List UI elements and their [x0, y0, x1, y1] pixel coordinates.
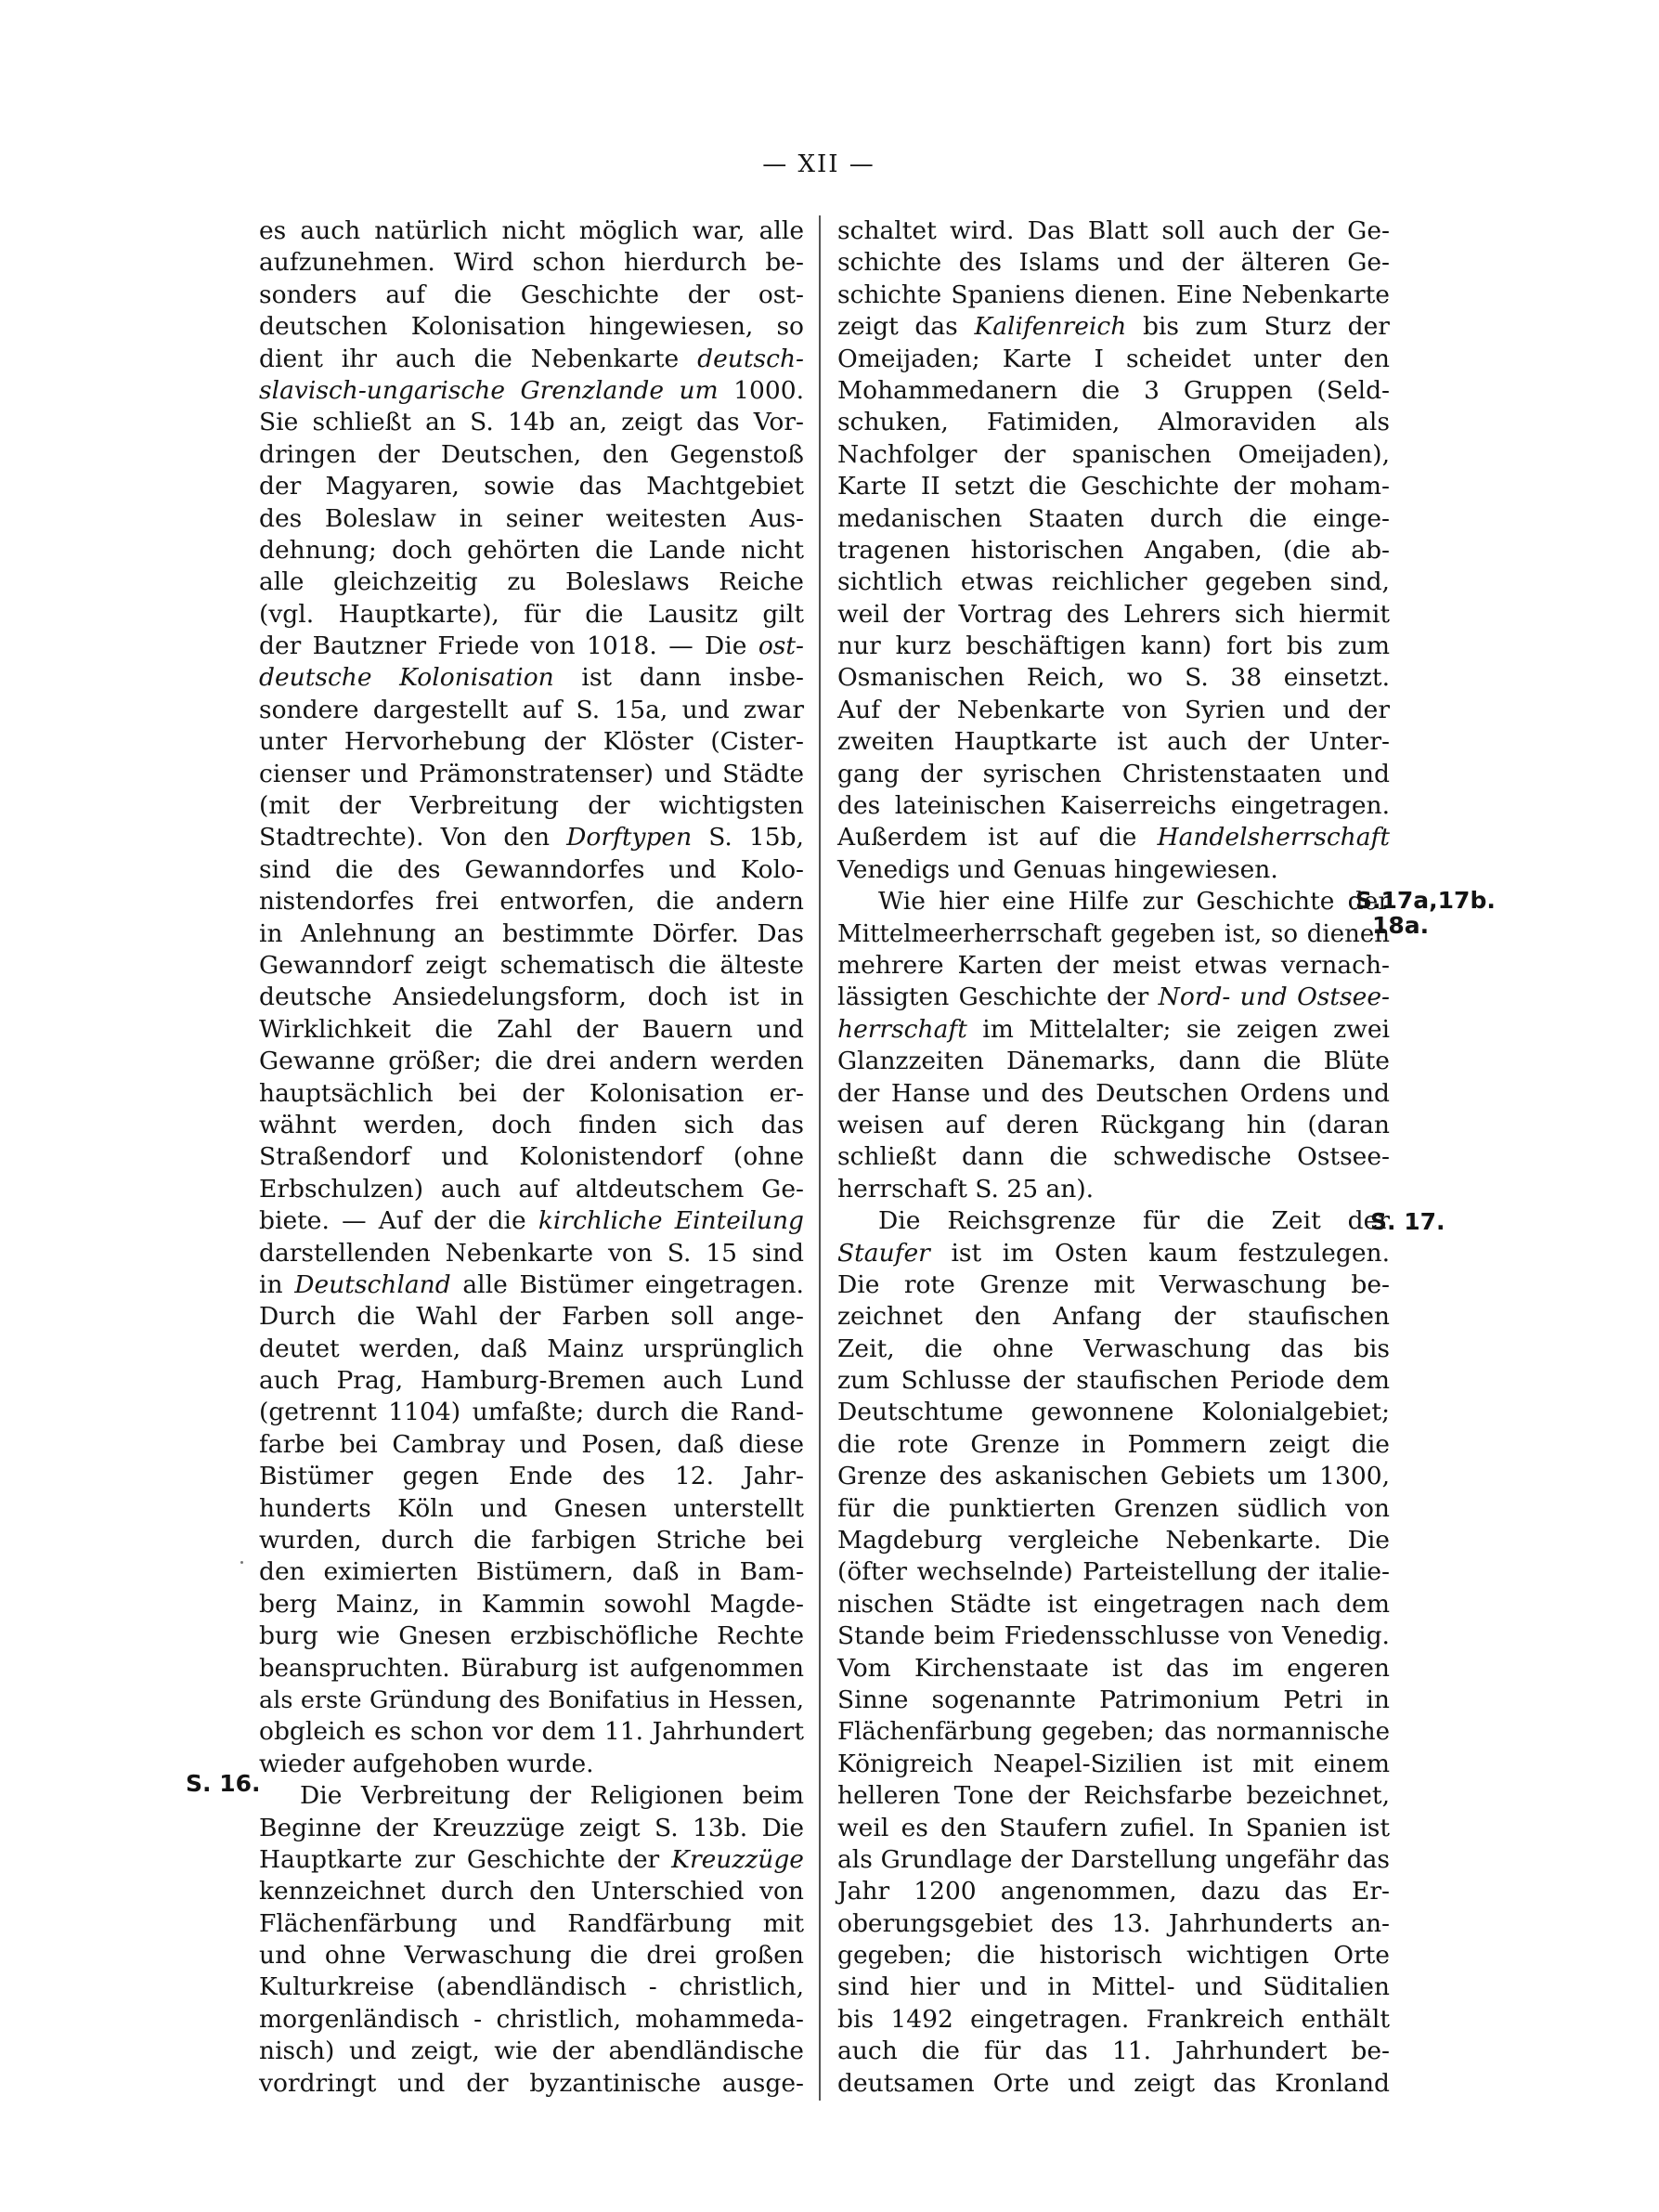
print-speck [240, 1561, 243, 1564]
text-line: unter Hervorhebung der Klöster (Cister- [259, 727, 804, 757]
text-line: und ohne Verwaschung die drei großen [259, 1941, 804, 1971]
text-line: sichtlich etwas reichlicher gegeben sind, [837, 567, 1390, 597]
text-line: Flächenfärbung und Randfärbung mit [259, 1908, 804, 1938]
column-divider [819, 215, 821, 2101]
text-line: Jahr 1200 angenommen, dazu das Er- [837, 1877, 1390, 1906]
text-line: weil der Vortrag des Lehrers sich hiermit [837, 599, 1390, 629]
text-line: herrschaft S. 25 an). [837, 1174, 1095, 1204]
text-line: herrschaft im Mittelalter; sie zeigen zwei [837, 1014, 1390, 1044]
text-line: cienser und Prämonstratenser) und Städte [259, 759, 804, 788]
text-line: deutet werden, daß Mainz ursprünglich [259, 1334, 804, 1363]
text-line: des lateinischen Kaiserreichs eingetragen. [837, 791, 1390, 821]
text-line: Osmanischen Reich, wo S. 38 einsetzt. [837, 663, 1390, 693]
text-line: schaltet wird. Das Blatt soll auch der Ge- [837, 216, 1390, 245]
text-line: Königreich Neapel-Sizilien ist mit einem [837, 1749, 1390, 1778]
text-line: weil es den Staufern zufiel. In Spanien ist [837, 1813, 1390, 1842]
text-line: deutsche Ansiedelungsform, doch ist in [259, 982, 804, 1012]
text-line: Gewanne größer; die drei andern werden [259, 1047, 804, 1076]
text-line: mehrere Karten der meist etwas vernach- [837, 950, 1390, 980]
text-line: zweiten Hauptkarte ist auch der Unter- [837, 727, 1390, 757]
text-line: auch die für das 11. Jahrhundert be- [837, 2036, 1390, 2066]
italic-term: ost- [758, 631, 804, 661]
text-line: wurden, durch die farbigen Striche bei [259, 1526, 804, 1555]
italic-term: Deutschland [294, 1269, 451, 1299]
text-line: Deutschtume gewonnene Kolonialgebiet; [837, 1398, 1390, 1427]
text-line: der Hanse und des Deutschen Ordens und [837, 1078, 1390, 1108]
text-line: Die Reichsgrenze für die Zeit der [878, 1206, 1390, 1236]
text-line: biete. — Auf der die kirchliche Einteilung [259, 1206, 804, 1236]
italic-term: kirchliche Einteilung [538, 1206, 804, 1236]
italic-term: Dorftypen [566, 823, 693, 852]
text-line: Die Verbreitung der Religionen beim [300, 1781, 804, 1811]
text-line: zum Schlusse der staufischen Periode dem [837, 1366, 1390, 1396]
italic-term: deutsch- [697, 344, 804, 373]
text-line: den eximierten Bistümern, daß in Bam- [259, 1557, 804, 1587]
text-line: die rote Grenze in Pommern zeigt die [837, 1429, 1390, 1459]
text-line: Außerdem ist auf die Handelsherrschaft [837, 823, 1390, 852]
text-line: Kulturkreise (abendländisch - christlich, [259, 1972, 804, 2002]
text-line: Straßendorf und Kolonistendorf (ohne [259, 1142, 804, 1172]
italic-term: Kalifenreich [974, 312, 1127, 342]
margin-note-s17: S. 17. [1370, 1208, 1445, 1235]
text-line: Die rote Grenze mit Verwaschung be- [837, 1269, 1390, 1299]
text-line: sind die des Gewanndorfes und Kolo- [259, 854, 804, 884]
text-line: Magdeburg vergleiche Nebenkarte. Die [837, 1526, 1390, 1555]
italic-term: Staufer [837, 1238, 930, 1268]
text-line: Stadtrechte). Von den Dorftypen S. 15b, [259, 823, 804, 852]
italic-term: slavisch-ungarische Grenzlande um [259, 375, 719, 405]
text-line: deutsche Kolonisation ist dann insbe- [259, 663, 804, 693]
text-line: Wie hier eine Hilfe zur Geschichte der [878, 887, 1390, 917]
text-line: Zeit, die ohne Verwaschung das bis [837, 1334, 1390, 1363]
text-line: wähnt werden, doch finden sich das [259, 1110, 804, 1139]
text-line: schuken, Fatimiden, Almoraviden als [837, 408, 1390, 437]
text-line: Nachfolger der spanischen Omeijaden), [837, 439, 1390, 469]
text-line: es auch natürlich nicht möglich war, alle [259, 216, 804, 245]
text-line: Gewanndorf zeigt schematisch die älteste [259, 950, 804, 980]
italic-term: deutsche Kolonisation [259, 663, 554, 693]
text-line: berg Mainz, in Kammin sowohl Magde- [259, 1589, 804, 1619]
text-line: gang der syrischen Christenstaaten und [837, 759, 1390, 788]
margin-note-s17a-17b: S.17a,17b. [1355, 887, 1496, 914]
text-line: Glanzzeiten Dänemarks, dann die Blüte [837, 1047, 1390, 1076]
text-line: Durch die Wahl der Farben soll ange- [259, 1302, 804, 1332]
text-line: morgenländisch - christlich, mohammeda- [259, 2004, 804, 2034]
text-line: farbe bei Cambray und Posen, daß diese [259, 1429, 804, 1459]
text-line: beanspruchten. Büraburg ist aufgenommen [259, 1654, 804, 1683]
text-line: der Bautzner Friede von 1018. — Die ost- [259, 631, 804, 661]
text-line: zeigt das Kalifenreich bis zum Sturz der [837, 312, 1390, 342]
text-line: weisen auf deren Rückgang hin (daran [837, 1110, 1390, 1139]
text-line: als erste Gründung des Bonifatius in Hessen, [259, 1685, 804, 1714]
text-line: oberungsgebiet des 13. Jahrhunderts an- [837, 1908, 1390, 1938]
text-line: Vom Kirchenstaate ist das im engeren [837, 1653, 1390, 1683]
text-line: sondere dargestellt auf S. 15a, und zwar [259, 695, 804, 724]
text-line: lässigten Geschichte der Nord- und Ostsee- [837, 982, 1390, 1012]
text-line: Flächenfärbung gegeben; das normannische [837, 1718, 1390, 1747]
text-line: als Grundlage der Darstellung ungefähr das [837, 1844, 1390, 1874]
italic-term: Handelsherrschaft [1157, 823, 1390, 852]
text-line: nischen Städte ist eingetragen nach dem [837, 1589, 1390, 1619]
text-line: sind hier und in Mittel- und Süditalien [837, 1972, 1390, 2002]
text-line: auch Prag, Hamburg-Bremen auch Lund [259, 1366, 804, 1396]
text-line: Stande beim Friedensschlusse von Venedig. [837, 1621, 1390, 1651]
text-line: dehnung; doch gehörten die Lande nicht [259, 535, 804, 565]
text-line: Karte II setzt die Geschichte der moham- [837, 472, 1390, 501]
text-line: darstellenden Nebenkarte von S. 15 sind [259, 1238, 804, 1268]
text-line: aufzunehmen. Wird schon hierdurch be- [259, 248, 804, 278]
text-line: des Boleslaw in seiner weitesten Aus- [259, 503, 804, 533]
margin-note-18a: 18a. [1372, 912, 1430, 939]
text-line: bis 1492 eingetragen. Frankreich enthält [837, 2004, 1390, 2034]
text-line: obgleich es schon vor dem 11. Jahrhundert [259, 1717, 804, 1747]
text-line: Beginne der Kreuzzüge zeigt S. 13b. Die [259, 1813, 804, 1842]
text-line: (getrennt 1104) umfaßte; durch die Rand- [259, 1398, 804, 1427]
text-line: medanischen Staaten durch die einge- [837, 503, 1390, 533]
text-line: (öfter wechselnde) Parteistellung der italie- [837, 1557, 1390, 1587]
text-line: kennzeichnet durch den Unterschied von [259, 1877, 804, 1906]
right-text-column [837, 215, 1390, 2131]
text-line: für die punktierten Grenzen südlich von [837, 1493, 1390, 1523]
text-line: nisch) und zeigt, wie der abendländische [259, 2036, 804, 2066]
text-line: tragenen historischen Angaben, (die ab- [837, 535, 1390, 565]
text-line: Mohammedanern die 3 Gruppen (Seld- [837, 375, 1390, 405]
text-line: slavisch-ungarische Grenzlande um 1000. [259, 375, 804, 405]
text-line [837, 2100, 1390, 2131]
text-line: Mittelmeerherrschaft gegeben ist, so dienen [837, 919, 1390, 948]
text-line: vordringt und der byzantinische ausge- [259, 2068, 804, 2098]
text-line: schichte des Islams und der älteren Ge- [837, 248, 1390, 278]
text-line: hauptsächlich bei der Kolonisation er- [259, 1078, 804, 1108]
text-line: Erbschulzen) auch auf altdeutschem Ge- [259, 1174, 804, 1204]
text-line: Omeijaden; Karte I scheidet unter den [837, 344, 1390, 373]
text-line: gegeben; die historisch wichtigen Orte [837, 1941, 1390, 1971]
left-text-column [259, 215, 804, 2100]
text-line: nistendorfes frei entworfen, die andern [259, 887, 804, 917]
italic-term: herrschaft [837, 1014, 967, 1044]
text-line: deutschen Kolonisation hingewiesen, so [259, 312, 804, 342]
text-line: schichte Spaniens dienen. Eine Nebenkarte [837, 280, 1390, 309]
text-line: (mit der Verbreitung der wichtigsten [259, 791, 804, 821]
text-line: Venedigs und Genuas hingewiesen. [837, 854, 1278, 884]
italic-term: Nord- und Ostsee- [1158, 982, 1390, 1012]
text-line: Sinne sogenannte Patrimonium Petri in [837, 1685, 1390, 1714]
text-line: zeichnet den Anfang der staufischen [837, 1302, 1390, 1332]
margin-note-s16: S. 16. [186, 1770, 261, 1797]
text-line: in Deutschland alle Bistümer eingetragen. [259, 1269, 804, 1299]
text-line: dient ihr auch die Nebenkarte deutsch- [259, 344, 804, 373]
text-line: Wirklichkeit die Zahl der Bauern und [259, 1014, 804, 1044]
text-line: deutsamen Orte und zeigt das Kronland [837, 2068, 1390, 2098]
text-line: Bistümer gegen Ende des 12. Jahr- [259, 1462, 804, 1491]
text-line: (vgl. Hauptkarte), für die Lausitz gilt [259, 599, 804, 629]
italic-term: Kreuzzüge [671, 1844, 804, 1874]
text-line: helleren Tone der Reichsfarbe bezeichnet, [837, 1781, 1390, 1811]
page-number: — XII — [762, 150, 875, 178]
text-line: Hauptkarte zur Geschichte der Kreuzzüge [259, 1844, 804, 1874]
text-line: dringen der Deutschen, den Gegenstoß [259, 439, 804, 469]
text-line: burg wie Gnesen erzbischöfliche Rechte [259, 1621, 804, 1651]
text-line: Auf der Nebenkarte von Syrien und der [837, 695, 1390, 724]
text-line: Grenze des askanischen Gebiets um 1300, [837, 1462, 1390, 1491]
text-line: Staufer ist im Osten kaum festzulegen. [837, 1238, 1390, 1268]
text-line: schließt dann die schwedische Ostsee- [837, 1142, 1390, 1172]
text-line: nur kurz beschäftigen kann) fort bis zum [837, 631, 1390, 661]
text-line: wieder aufgehoben wurde. [259, 1749, 594, 1778]
text-line: alle gleichzeitig zu Boleslaws Reiche [259, 567, 804, 597]
text-line: hunderts Köln und Gnesen unterstellt [259, 1493, 804, 1523]
text-line: Sie schließt an S. 14b an, zeigt das Vor- [259, 408, 804, 437]
text-line: in Anlehnung an bestimmte Dörfer. Das [259, 918, 804, 948]
text-line: der Magyaren, sowie das Machtgebiet [259, 472, 804, 501]
text-line: sonders auf die Geschichte der ost- [259, 280, 804, 309]
